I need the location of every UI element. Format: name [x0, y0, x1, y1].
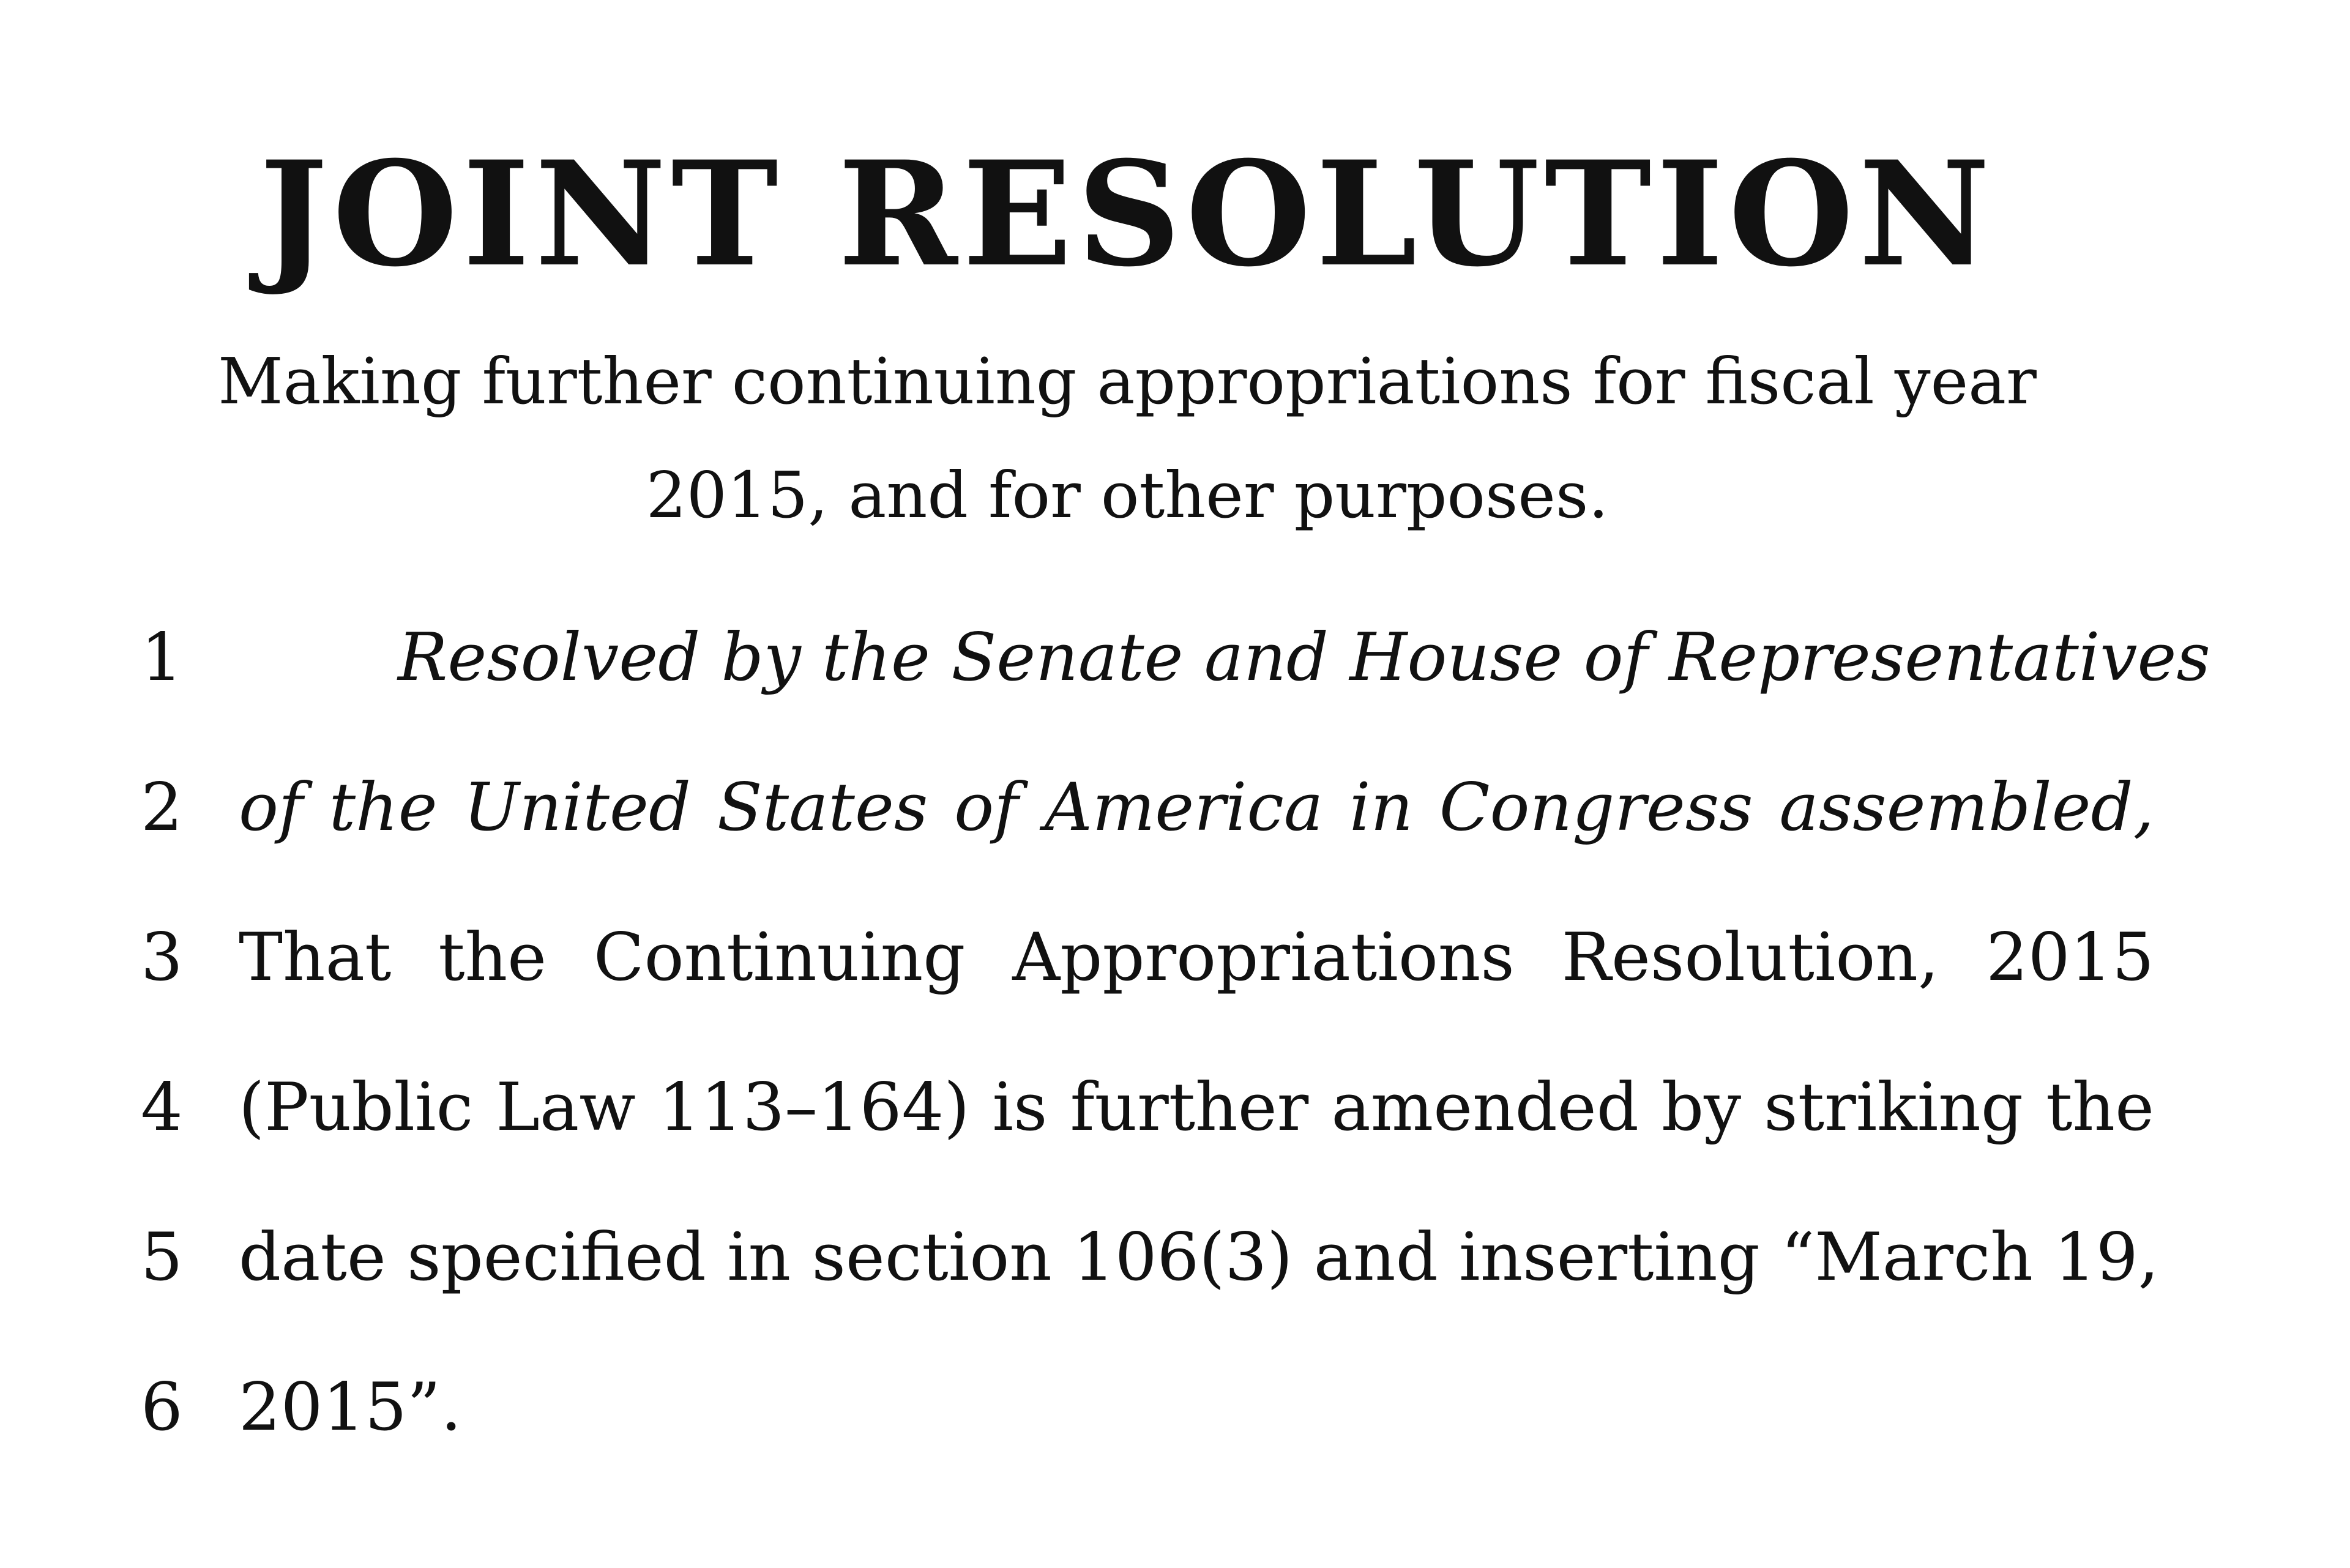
- document-title: JOINT RESOLUTION: [259, 130, 1995, 299]
- line-number-4: 4: [141, 1069, 183, 1146]
- resolution-line-3: That the Continuing Appropriations Resolution, 2015: [239, 919, 2154, 996]
- line-number-2: 2: [141, 769, 183, 846]
- line-number-6: 6: [141, 1369, 183, 1446]
- resolution-line-6: 2015”.: [239, 1369, 462, 1446]
- document-subtitle: [0, 324, 2255, 552]
- line-number-3: 3: [141, 919, 183, 996]
- line-number-1: 1: [141, 619, 183, 696]
- line-number-5: 5: [141, 1219, 183, 1296]
- resolution-line-1: Resolved by the Senate and House of Representatives: [398, 619, 2210, 696]
- resolution-line-5: date specified in section 106(3) and inserting “March 19,: [239, 1219, 2160, 1296]
- subtitle-line-2: 2015, and for other purposes.: [646, 458, 1609, 532]
- resolution-line-4: (Public Law 113–164) is further amended by striking the: [239, 1069, 2154, 1146]
- subtitle-line-1: Making further continuing appropriations for fiscal year: [218, 344, 2037, 419]
- resolution-line-2: of the United States of America in Congress assembled,: [239, 769, 2154, 846]
